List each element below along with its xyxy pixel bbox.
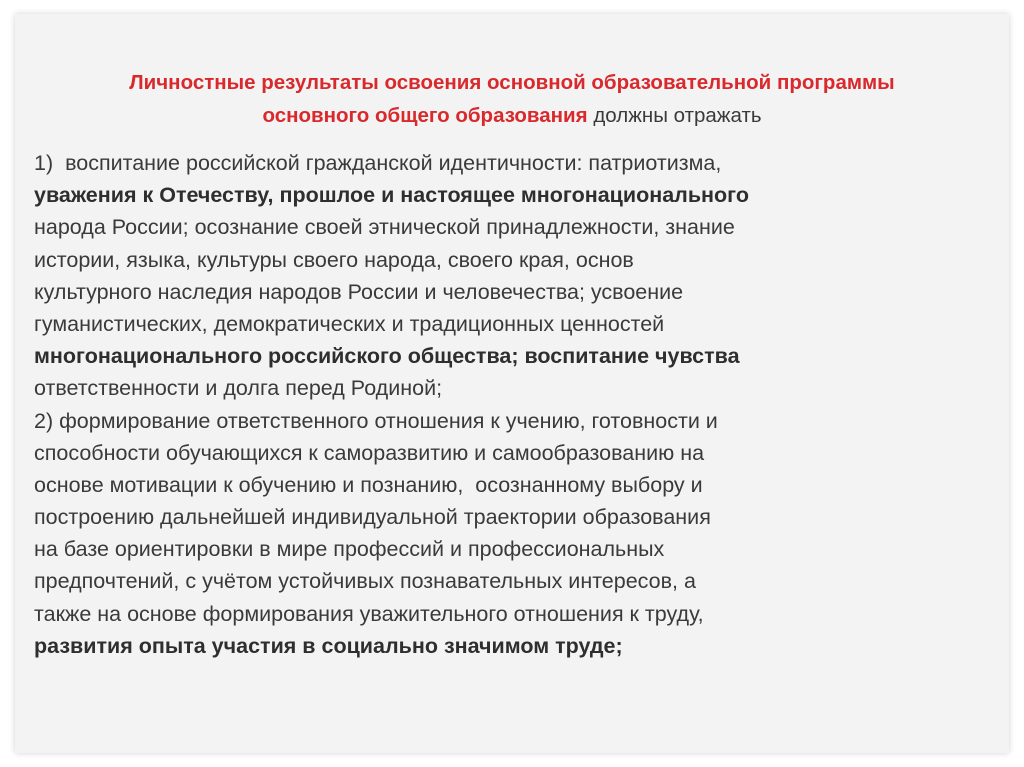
body-line: предпочтений, с учётом устойчивых познавательных интересов, а <box>34 569 696 594</box>
body-line: на базе ориентировки в мире профессий и профессиональных <box>34 537 665 562</box>
body-line: истории, языка, культуры своего народа, своего края, основ <box>34 247 634 272</box>
body-line: ответственности и долга перед Родиной; <box>34 376 443 401</box>
body-line: 2) формирование ответственного отношения к учению, готовности и <box>34 408 718 433</box>
body-line: уважения к Отечеству, прошлое и настоящее многонационального <box>34 183 749 208</box>
body-line: основе мотивации к обучению и познанию, осознанному выбору и <box>34 472 703 497</box>
body-line: развития опыта участия в социально значимом труде; <box>34 633 623 658</box>
slide-title-rest: должны отражать <box>587 104 762 127</box>
body-line: гуманистических, демократических и традиционных ценностей <box>34 311 665 336</box>
body-line: также на основе формирования уважительного отношения к труду, <box>34 601 704 626</box>
body-line: 1) воспитание российской гражданской идентичности: патриотизма, <box>34 151 722 175</box>
body-line: способности обучающихся к саморазвитию и самообразованию на <box>34 440 705 465</box>
slide <box>15 14 1009 753</box>
body-line: культурного наследия народов России и человечества; усвоение <box>34 279 684 304</box>
body-line: многонационального российского общества; воспитание чувства <box>34 344 740 369</box>
slide-title-accent: Личностные результаты освоения основной образовательной программы основного общего образования <box>129 71 895 127</box>
body-line: народа России; осознание своей этнической принадлежности, знание <box>34 215 735 240</box>
slide-body <box>34 147 974 662</box>
slide-title <box>105 66 919 132</box>
body-line: построению дальнейшей индивидуальной траектории образования <box>34 505 711 530</box>
